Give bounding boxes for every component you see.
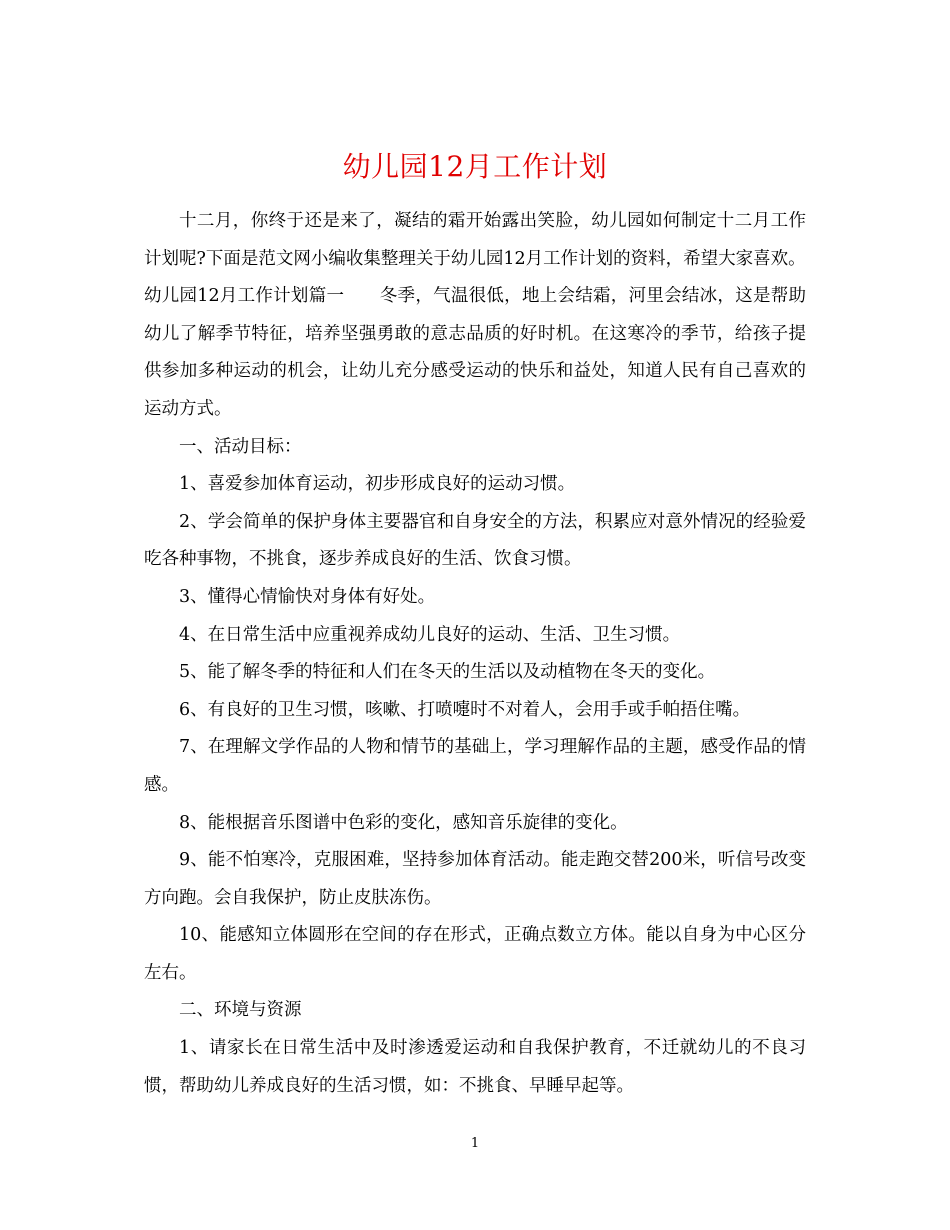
- goal-item: 8、能根据音乐图谱中色彩的变化，感知音乐旋律的变化。: [179, 812, 628, 833]
- plan-paragraph: 幼儿园12月工作计划篇一 冬季，气温很低，地上会结霜，河里会结冰，这是帮助幼儿了解季节特征，培养坚强勇敢的意志品质的好时机。在这寒冷的季节，给孩子提供参加多种运动的机会，让幼儿充分感受运动的快乐和益处，知道人民有自己喜欢的运动方式。: [144, 286, 806, 419]
- goal-item: 5、能了解冬季的特征和人们在冬天的生活以及动植物在冬天的变化。: [179, 662, 716, 683]
- goal-item: 3、懂得心情愉快对身体有好处。: [179, 586, 436, 607]
- goal-item: 7、在理解文学作品的人物和情节的基础上，学习理解作品的主题，感受作品的情感。: [144, 737, 806, 795]
- document-title: 幼儿园12月工作计划: [342, 149, 608, 183]
- environment-item: 1、请家长在日常生活中及时渗透爱运动和自我保护教育，不迁就幼儿的不良习惯，帮助幼儿养成良好的生活习惯，如：不挑食、早睡早起等。: [144, 1038, 806, 1096]
- section-heading-environment: 二、环境与资源: [179, 1000, 302, 1021]
- document-body: [144, 203, 806, 1105]
- goal-item: 2、学会简单的保护身体主要器官和自身安全的方法，积累应对意外情况的经验爱吃各种事物，不挑食，逐步养成良好的生活、饮食习惯。: [144, 511, 806, 570]
- goal-item: 1、喜爱参加体育运动，初步形成良好的运动习惯。: [179, 474, 576, 495]
- goal-item: 9、能不怕寒冷，克服困难，坚持参加体育活动。能走跑交替200米，听信号改变方向跑。会自我保护，防止皮肤冻伤。: [144, 850, 806, 908]
- goal-item: 10、能感知立体圆形在空间的存在形式，正确点数立方体。能以自身为中心区分左右。: [144, 925, 806, 983]
- page-number: 1: [470, 1136, 480, 1151]
- intro-paragraph: 十二月，你终于还是来了，凝结的霜开始露出笑脸，幼儿园如何制定十二月工作计划呢?下面是范文网小编收集整理关于幼儿园12月工作计划的资料，希望大家喜欢。: [144, 211, 806, 269]
- goal-item: 4、在日常生活中应重视养成幼儿良好的运动、生活、卫生习惯。: [179, 624, 681, 645]
- section-heading-goals: 一、活动目标：: [179, 436, 302, 457]
- goal-item: 6、有良好的卫生习惯，咳嗽、打喷嚏时不对着人，会用手或手帕捂住嘴。: [179, 699, 751, 720]
